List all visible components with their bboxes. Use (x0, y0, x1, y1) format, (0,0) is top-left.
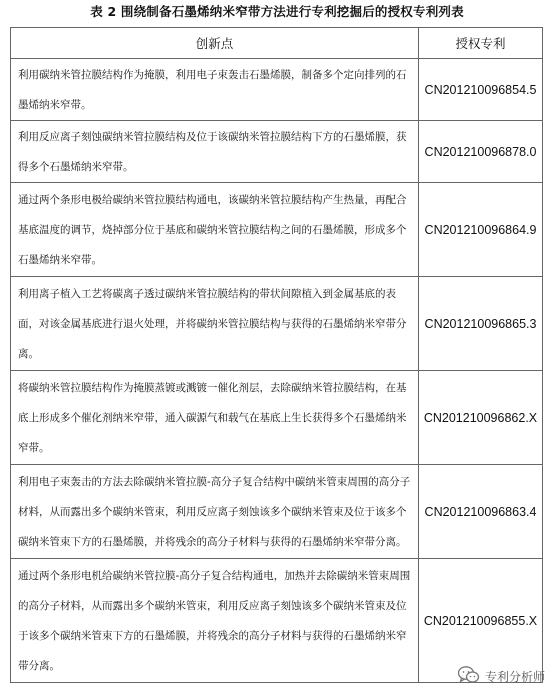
patent-number-cell: CN201210096855.X (419, 559, 543, 683)
table-row (11, 371, 543, 465)
table-header-row (11, 28, 543, 59)
patent-number-cell: CN201210096863.4 (419, 465, 543, 559)
table-row (11, 465, 543, 559)
header-innovation: 创新点 (11, 28, 419, 59)
patent-table (10, 27, 543, 683)
patent-number-cell: CN201210096865.3 (419, 277, 543, 371)
header-patent: 授权专利 (419, 28, 543, 59)
watermark-label: 专利分析师 (484, 670, 545, 684)
patent-number-cell: CN201210096854.5 (419, 59, 543, 121)
table-row (11, 559, 543, 683)
innovation-cell: 将碳纳米管拉膜结构作为掩膜蒸镀或溅镀一催化剂层，去除碳纳米管拉膜结构，在基底上形成多个催化剂纳米窄带，通入碳源气和载气在基底上生长获得多个石墨烯纳米窄带。 (11, 371, 419, 465)
table-row (11, 59, 543, 121)
innovation-cell: 通过两个条形电机给碳纳米管拉膜-高分子复合结构通电，加热并去除碳纳米管束周围的高分子材料，从而露出多个碳纳米管束，利用反应离子刻蚀该多个碳纳米管束及位于该多个碳纳米管束下方的石墨烯膜，并将残余的高分子材料与获得的石墨烯纳米窄带分离。 (11, 559, 419, 683)
table-row (11, 183, 543, 277)
innovation-cell: 利用反应离子刻蚀碳纳米管拉膜结构及位于该碳纳米管拉膜结构下方的石墨烯膜，获得多个石墨烯纳米窄带。 (11, 121, 419, 183)
innovation-cell: 通过两个条形电极给碳纳米管拉膜结构通电，该碳纳米管拉膜结构产生热量，再配合基底温度的调节，烧掉部分位于基底和碳纳米管拉膜结构之间的石墨烯膜，形成多个石墨烯纳米窄带。 (11, 183, 419, 277)
patent-number-cell: CN201210096878.0 (419, 121, 543, 183)
innovation-cell: 利用离子植入工艺将碳离子透过碳纳米管拉膜结构的带状间隙植入到金属基底的表面，对该金属基底进行退火处理，并将碳纳米管拉膜结构与获得的石墨烯纳米窄带分离。 (11, 277, 419, 371)
patent-number-cell: CN201210096862.X (419, 371, 543, 465)
wechat-icon (458, 666, 485, 687)
table-row (11, 121, 543, 183)
patent-number-cell: CN201210096864.9 (419, 183, 543, 277)
table-caption: 表 2 围绕制备石墨烯纳米窄带方法进行专利挖掘后的授权专利列表 (90, 4, 464, 19)
watermark (458, 666, 545, 687)
table-row (11, 277, 543, 371)
innovation-cell: 利用电子束轰击的方法去除碳纳米管拉膜-高分子复合结构中碳纳米管束周围的高分子材料，从而露出多个碳纳米管束，利用反应离子刻蚀该多个碳纳米管束及位于该多个碳纳米管束下方的石墨烯膜，并将残余的高分子材料与获得的石墨烯纳米窄带分离。 (11, 465, 419, 559)
innovation-cell: 利用碳纳米管拉膜结构作为掩膜，利用电子束轰击石墨烯膜，制备多个定向排列的石墨烯纳米窄带。 (11, 59, 419, 121)
